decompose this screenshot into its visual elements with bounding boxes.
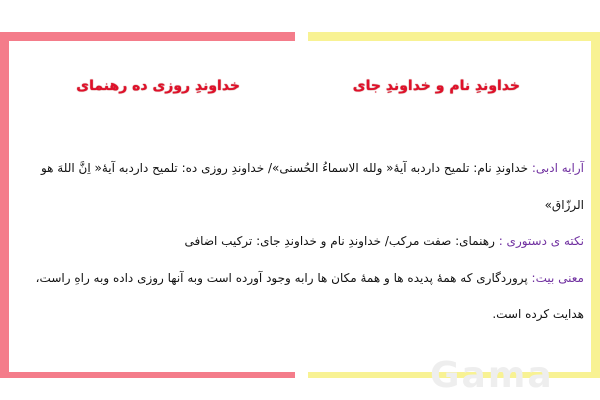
paragraph-grammar-note bbox=[14, 223, 584, 260]
paragraph-text: پروردگاری که همهٔ پدیده ها و همهٔ مکان ها رابه وجود آورده است وبه آنها روزی داده وبه راهِ راست، هدایت کرده است. bbox=[35, 270, 584, 321]
paragraph-verse-meaning bbox=[14, 260, 584, 333]
paragraph-label: نکته ی دستوری : bbox=[498, 234, 584, 248]
explanation-text bbox=[14, 150, 584, 333]
heading-right: خداوندِ نام و خداوندِ جای bbox=[352, 78, 520, 94]
heading-left: خداوندِ روزی ده رهنمای bbox=[76, 78, 240, 94]
paragraph-literary-device bbox=[14, 150, 584, 223]
watermark-logo: Gama bbox=[430, 355, 554, 396]
paragraph-text: رهنمای: صفت مرکب/ خداوندِ نام و خداوندِ جای: ترکیب اضافی bbox=[184, 234, 499, 248]
paragraph-label: معنی بیت: bbox=[531, 270, 584, 285]
paragraph-label: آرایه ادبی: bbox=[531, 161, 584, 175]
paragraph-text: خداوندِ نام: تلمیح داردبه آیهٔ« ولله الاسماءُ الحُسنی»/ خداوندِ روزی ده: تلمیح داردبه آیهٔ« اِنَّ اللهَ هو الرزّاق» bbox=[40, 161, 584, 212]
